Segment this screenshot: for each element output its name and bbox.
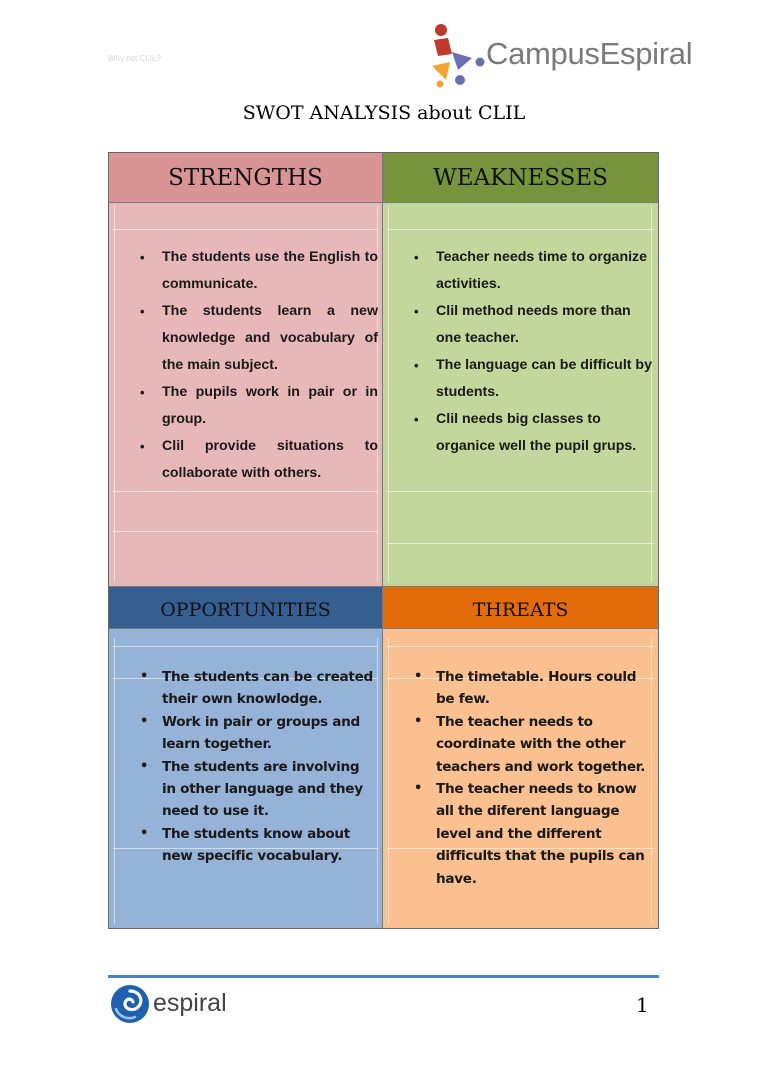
opportunities-heading: OPPORTUNITIES: [109, 586, 382, 629]
list-item: • The students are involving in other language and they need to use it.: [137, 756, 375, 823]
page-number: 1: [636, 993, 649, 1017]
weaknesses-list: [411, 244, 652, 460]
list-item: • The students can be created their own knowlodge.: [137, 666, 375, 711]
strengths-quadrant: [109, 153, 383, 586]
spiral-icon: [110, 983, 150, 1025]
swot-table: [108, 152, 659, 929]
campusespiral-mark-icon: [428, 22, 488, 88]
list-item: • Clil needs big classes to organice well the pupil grups.: [411, 406, 652, 460]
list-item: • Clil method needs more than one teacher.: [411, 298, 652, 352]
document-title: SWOT ANALYSIS about CLIL: [242, 102, 526, 124]
list-item: • The students know about new specific vocabulary.: [137, 823, 375, 868]
list-item: • The teacher needs to coordinate with the other teachers and work together.: [411, 711, 657, 778]
weaknesses-heading: WEAKNESSES: [383, 153, 658, 203]
strengths-list: [137, 244, 378, 487]
campusespiral-logo: [428, 22, 720, 88]
espiral-logo: [110, 983, 230, 1025]
list-item: • Clil provide situations to collaborate with others.: [137, 433, 378, 487]
list-item: • The teacher needs to know all the diferent language level and the different difficults that the pupils can have.: [411, 778, 657, 890]
list-item: • The students use the English to communicate.: [137, 244, 378, 298]
brand-name: CampusEspiral: [486, 36, 693, 71]
list-item: • Teacher needs time to organize activities.: [411, 244, 652, 298]
strengths-heading: STRENGTHS: [109, 153, 382, 203]
list-item: • The pupils work in pair or in group.: [137, 379, 378, 433]
list-item: • The students learn a new knowledge and vocabulary of the main subject.: [137, 298, 378, 379]
opportunities-quadrant: [109, 586, 383, 928]
list-item: • The timetable. Hours could be few.: [411, 666, 657, 711]
threats-heading: THREATS: [383, 586, 658, 629]
header-note: Why not CLIL?: [108, 54, 161, 63]
weaknesses-quadrant: [383, 153, 658, 586]
list-item: • Work in pair or groups and learn together.: [137, 711, 375, 756]
footer-rule: [108, 975, 659, 978]
threats-list: [411, 666, 657, 890]
threats-quadrant: [383, 586, 658, 928]
list-item: • The language can be difficult by students.: [411, 352, 652, 406]
opportunities-list: [137, 666, 375, 868]
footer-logo-text: espiral: [153, 989, 227, 1017]
